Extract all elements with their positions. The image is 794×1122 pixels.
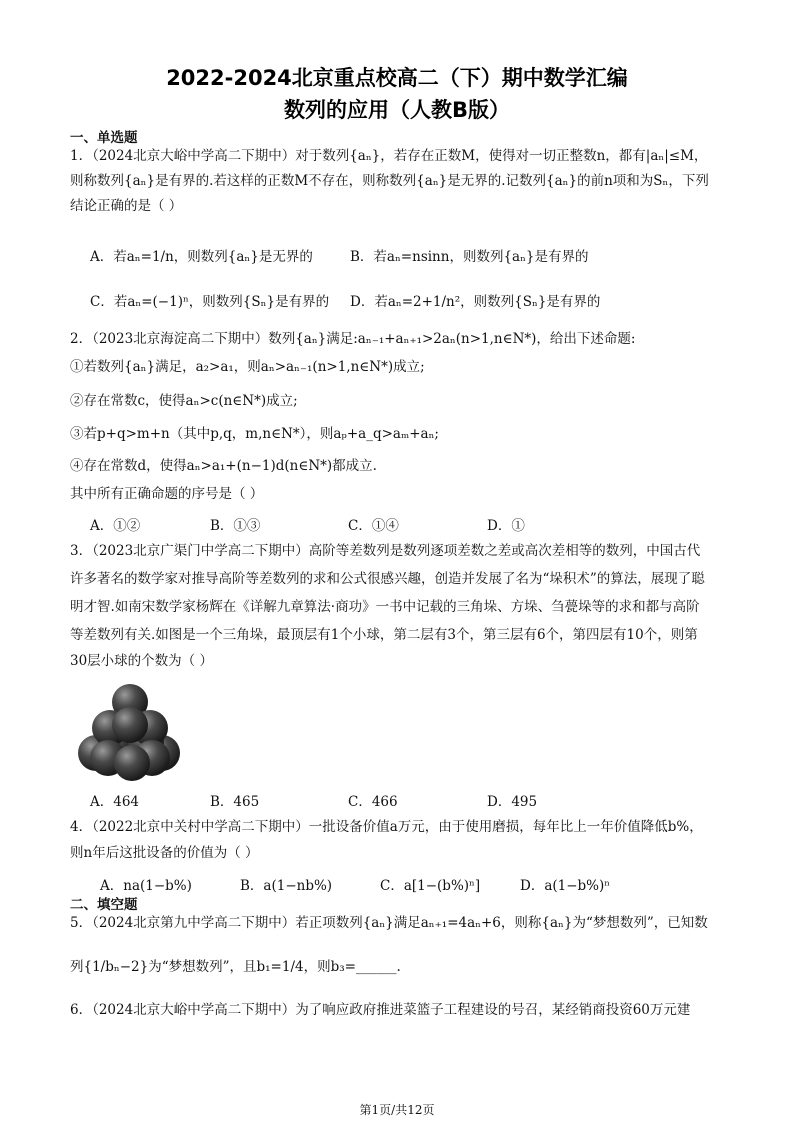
q1-option-d: D．若aₙ=2+1/n²，则数列{Sₙ}是有界的	[350, 294, 601, 310]
q2-option-c: C．①④	[348, 518, 399, 534]
q3-line-4: 等差数列有关.如图是一个三角垛，最顶层有1个小球，第二层有3个，第三层有6个，第四层有10个，则第	[70, 627, 698, 643]
q4-option-b: B．a(1−nb%)	[240, 878, 333, 894]
q2-line-1: 2．（2023北京海淀高二下期中）数列{aₙ}满足:aₙ₋₁+aₙ₊₁>2aₙ(n>1,n∈N*)，给出下述命题:	[70, 331, 636, 347]
q4-line-2: 则n年后这批设备的价值为（ ）	[70, 845, 259, 861]
q5-line-1: 5．（2024北京第九中学高二下期中）若正项数列{aₙ}满足aₙ₊₁=4aₙ+6，则称{aₙ}为“梦想数列”，已知数	[70, 915, 708, 931]
q3-line-5: 30层小球的个数为（ ）	[70, 653, 213, 669]
page-number: 第1页/共12页	[359, 1103, 435, 1117]
q1-line-1: 1．（2024北京大峪中学高二下期中）对于数列{aₙ}，若存在正数M，使得对一切正整数n，都有|aₙ|≤M，	[70, 148, 708, 164]
q3-option-b: B．465	[210, 794, 260, 810]
q3-option-a: A．464	[90, 794, 140, 810]
q1-option-c: C．若aₙ=(−1)ⁿ，则数列{Sₙ}是有界的	[90, 294, 330, 310]
q3-option-c: C．466	[348, 794, 398, 810]
q1-option-a: A．若aₙ=1/n，则数列{aₙ}是无界的	[90, 249, 313, 265]
q2-line-2: ①若数列{aₙ}满足，a₂>a₁，则aₙ>aₙ₋₁(n>1,n∈N*)成立;	[70, 359, 425, 375]
section-fill-blank: 二、填空题	[70, 897, 138, 913]
q1-line-2: 则称数列{aₙ}是有界的.若这样的正数M不存在，则称数列{aₙ}是无界的.记数列{aₙ}的前n项和为Sₙ，下列	[70, 173, 709, 189]
q3-line-3: 明才智.如南宋数学家杨辉在《详解九章算法·商功》一书中记载的三角垛、方垛、刍甍垛等的求和都与高阶	[70, 599, 700, 615]
q4-option-d: D．a(1−b%)ⁿ	[520, 878, 611, 894]
q3-option-d: D．495	[487, 794, 538, 810]
page-title-line1: 2022-2024北京重点校高二（下）期中数学汇编	[166, 66, 628, 90]
section-single-choice: 一、单选题	[70, 130, 138, 146]
q4-option-a: A．na(1−b%)	[100, 878, 192, 894]
q4-line-1: 4．（2022北京中关村中学高二下期中）一批设备价值a万元，由于使用磨损，每年比上一年价值降低b%，	[70, 819, 703, 835]
q2-option-a: A．①②	[90, 518, 141, 534]
q3-line-2: 许多著名的数学家对推导高阶等差数列的求和公式很感兴趣，创造并发展了名为“垛积术”的算法，展现了聪	[70, 571, 705, 587]
q2-line-4: ③若p+q>m+n（其中p,q，m,n∈N*），则aₚ+a_q>aₘ+aₙ;	[70, 426, 439, 442]
q2-line-6: 其中所有正确命题的序号是（ ）	[70, 486, 264, 502]
q2-option-d: D．①	[487, 518, 525, 534]
q2-line-3: ②存在常数c，使得aₙ>c(n∈N*)成立;	[70, 393, 298, 409]
triangular-ball-pile-icon	[70, 680, 190, 785]
page-title-line2: 数列的应用（人教B版）	[283, 98, 510, 122]
q2-option-b: B．①③	[210, 518, 261, 534]
q1-line-3: 结论正确的是（ ）	[70, 198, 183, 214]
q1-option-b: B．若aₙ=nsinn，则数列{aₙ}是有界的	[350, 249, 589, 265]
q5-line-2: 列{1/bₙ−2}为“梦想数列”，且b₁=1/4，则b₃=______.	[70, 959, 401, 975]
q6-line-1: 6．（2024北京大峪中学高二下期中）为了响应政府推进菜篮子工程建设的号召，某经销商投资60万元建	[70, 1002, 691, 1018]
q3-line-1: 3．（2023北京广渠门中学高二下期中）高阶等差数列是数列逐项差数之差或高次差相等的数列，中国古代	[70, 543, 701, 559]
q4-option-c: C．a[1−(b%)ⁿ]	[380, 878, 481, 894]
q2-line-5: ④存在常数d，使得aₙ>a₁+(n−1)d(n∈N*)都成立.	[70, 458, 377, 474]
